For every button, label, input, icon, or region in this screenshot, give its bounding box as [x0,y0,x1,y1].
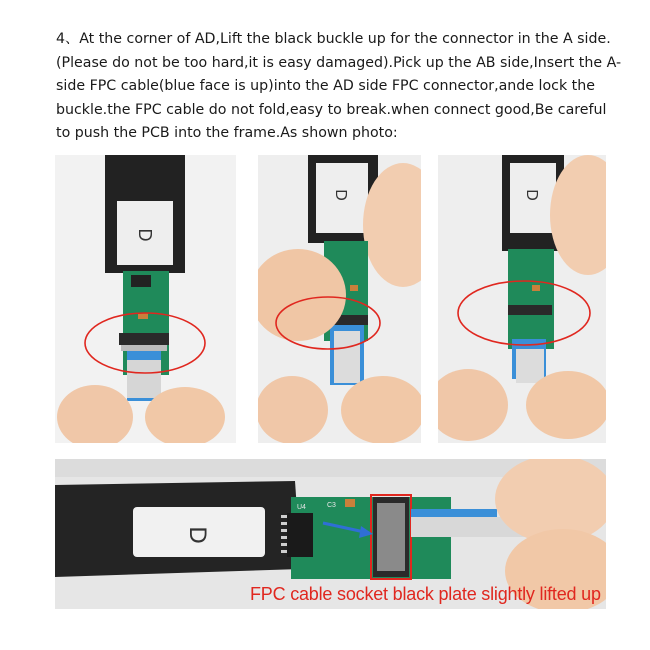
photo-step-1-image [55,155,236,443]
photo-step-3 [438,155,606,443]
module-label-letter: D [523,189,540,201]
photo-step-2 [258,155,421,443]
module-label-letter: D [332,189,349,201]
pcb-mark-c3: C3 [327,502,336,509]
pcb-mark-u4: U4 [297,504,306,511]
photo-step-2-image [258,155,421,443]
photo-step-1 [55,155,236,443]
module-label-letter: D [135,228,155,242]
module-label-letter: D [184,526,211,544]
photo-caption: FPC cable socket black plate slightly lifted up [250,584,601,604]
photo-step-3-image [438,155,606,443]
instruction-text: 4、At the corner of AD,Lift the black buckle up for the connector in the A side.(Please do not be too hard,it is easy damaged).Pick up the AB side,Insert the A-side FPC cable(blue face is up)into the AD side FPC connector,ande lock the buckle.the FPC cable do not fold,easy to break.when connect good,Be careful to push the PCB into the frame.As shown photo: [56,31,622,142]
